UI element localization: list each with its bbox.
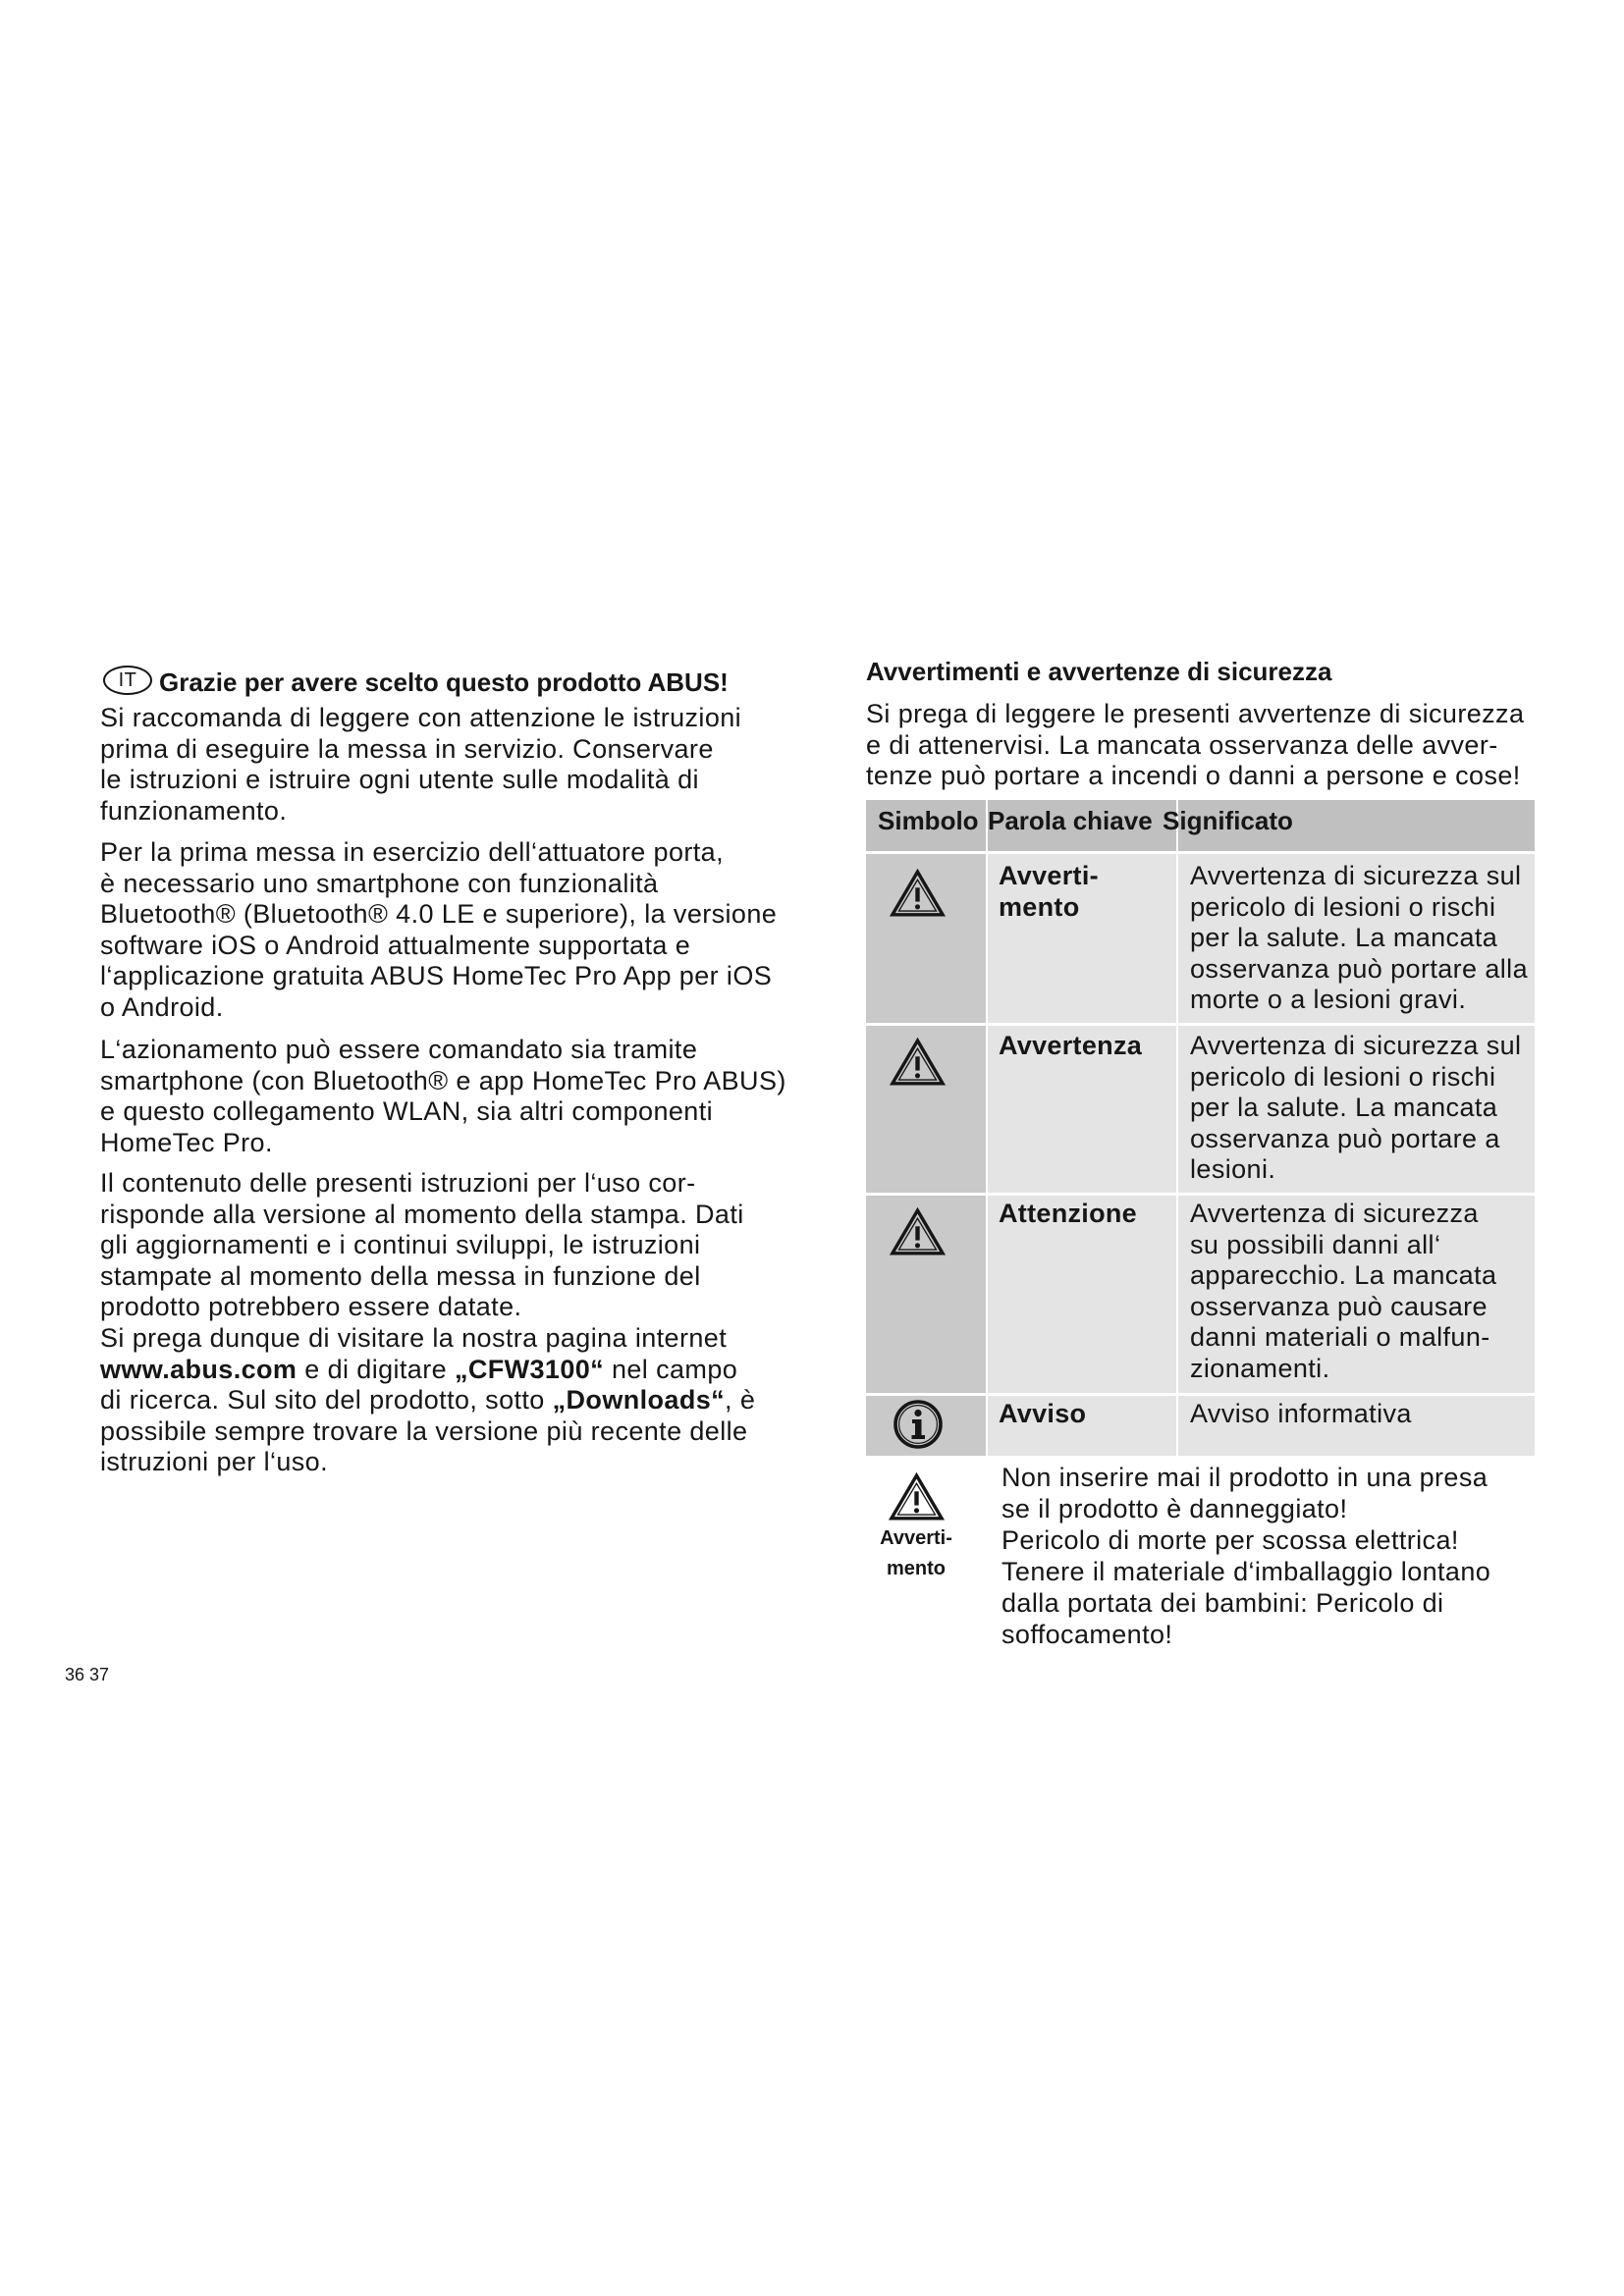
warning-label-line: mento xyxy=(887,1558,946,1579)
paragraph-line: le istruzioni e istruire ogni utente sulle modalità di xyxy=(100,765,699,795)
control-paragraph xyxy=(100,1035,786,1158)
meaning-line: per la salute. La mancata xyxy=(1190,923,1498,953)
paragraph-line: l‘applicazione gratuita ABUS HomeTec Pro App per iOS xyxy=(100,961,773,991)
paragraph-line: è necessario uno smartphone con funzionalità xyxy=(100,868,659,898)
paragraph-line: stampate al momento della messa in funzione del xyxy=(100,1260,701,1291)
keyword-line: Attenzione xyxy=(999,1199,1137,1228)
meaning-line: Avviso informativa xyxy=(1190,1399,1412,1428)
meaning-line: Avvertenza di sicurezza sul xyxy=(1190,1031,1522,1060)
warning-text-line: soffocamento! xyxy=(1001,1620,1173,1649)
paragraph-line: istruzioni per l‘uso. xyxy=(100,1447,328,1477)
safety-title: Avvertimenti e avvertenze di sicurezza xyxy=(866,657,1332,686)
paragraph-line: Si prega dunque di visitare la nostra pagina internet xyxy=(100,1322,728,1353)
meaning-line: lesioni. xyxy=(1190,1154,1276,1185)
paragraph-line: e questo collegamento WLAN, sia altri componenti xyxy=(100,1096,714,1127)
downloads-line xyxy=(100,1385,755,1416)
welcome-title: Grazie per avere scelto questo prodotto ABUS! xyxy=(159,667,729,697)
meaning-line: danni materiali o malfun- xyxy=(1190,1322,1490,1353)
keyword-line: mento xyxy=(999,891,1080,922)
warning-triangle-icon xyxy=(890,869,946,918)
paragraph-line: Per la prima messa in esercizio dell‘attuatore porta, xyxy=(100,837,724,867)
meaning-cell xyxy=(1178,1396,1535,1456)
warning-triangle-icon xyxy=(890,1207,946,1256)
meaning-cell xyxy=(1178,854,1535,1023)
paragraph-line: gli aggiornamenti e i continui sviluppi, le istruzioni xyxy=(100,1230,701,1260)
symbol-cell xyxy=(866,1396,986,1456)
paragraph-line: prima di eseguire la messa in servizio. Conservare xyxy=(100,733,714,764)
paragraph-line: e di attenervisi. La mancata osservanza delle avver- xyxy=(866,729,1498,760)
warning-text xyxy=(1001,1462,1490,1650)
downloads-label: „Downloads“ xyxy=(552,1385,726,1415)
warning-triangle-icon xyxy=(890,1038,946,1087)
paragraph-line: Si raccomanda di leggere con attenzione le istruzioni xyxy=(100,703,742,732)
paragraph-line: prodotto potrebbero essere datate. xyxy=(100,1292,522,1322)
meaning-line: pericolo di lesioni o rischi xyxy=(1190,1061,1496,1092)
keyword-line: Avverti- xyxy=(999,861,1099,890)
intro-paragraph xyxy=(100,703,741,827)
meaning-cell xyxy=(1178,1026,1535,1193)
meaning-line: per la salute. La mancata xyxy=(1190,1093,1498,1123)
paragraph-line: Bluetooth® (Bluetooth® 4.0 LE e superiore), la versione xyxy=(100,899,778,930)
meaning-line: Avvertenza di sicurezza sul xyxy=(1190,861,1522,890)
meaning-line: apparecchio. La mancata xyxy=(1190,1260,1497,1291)
table-header-meaning: Significato xyxy=(1178,800,1535,851)
warning-triangle-icon xyxy=(889,1472,945,1522)
symbol-cell xyxy=(866,854,986,1023)
paragraph-line: possibile sempre trovare la versione più recente delle xyxy=(100,1415,748,1446)
updates-paragraph xyxy=(100,1168,755,1478)
keyword-line: Avviso xyxy=(999,1399,1087,1428)
warning-text-line: Non inserire mai il prodotto in una presa xyxy=(1001,1463,1489,1492)
warning-text-line: Pericolo di morte per scossa elettrica! xyxy=(1001,1525,1459,1555)
meaning-line: osservanza può portare a xyxy=(1190,1123,1500,1153)
paragraph-line: Si prega di leggere le presenti avvertenze di sicurezza xyxy=(866,699,1525,728)
keyword-cell xyxy=(988,854,1176,1023)
left-column xyxy=(100,667,787,1511)
meaning-line: pericolo di lesioni o rischi xyxy=(1190,891,1496,922)
downloads-line-text: , è xyxy=(725,1385,756,1415)
meaning-cell xyxy=(1178,1196,1535,1393)
keyword-line: Avvertenza xyxy=(999,1031,1143,1060)
website-line-text: nel campo xyxy=(604,1354,738,1384)
safety-intro-paragraph xyxy=(866,699,1524,792)
updates-lines-after xyxy=(100,1416,755,1478)
language-badge: IT xyxy=(103,666,152,695)
table-header-keyword: Parola chiave xyxy=(988,800,1176,851)
warning-text-line: dalla portata dei bambini: Pericolo di xyxy=(1001,1588,1444,1618)
symbol-cell xyxy=(866,1196,986,1393)
symbol-cell xyxy=(866,1026,986,1193)
website-line-text: e di digitare xyxy=(297,1354,455,1384)
meaning-line: Avvertenza di sicurezza xyxy=(1190,1199,1479,1228)
keyword-cell xyxy=(988,1396,1176,1456)
website-link[interactable]: www.abus.com xyxy=(100,1354,298,1384)
paragraph-line: HomeTec Pro. xyxy=(100,1127,273,1157)
paragraph-line: smartphone (con Bluetooth® e app HomeTec Pro ABUS) xyxy=(100,1065,786,1095)
warning-label-line: Avverti- xyxy=(880,1527,952,1549)
updates-lines-before xyxy=(100,1168,755,1355)
paragraph-line: software iOS o Android attualmente supportata e xyxy=(100,930,691,960)
downloads-line-text: di ricerca. Sul sito del prodotto, sotto xyxy=(100,1385,553,1415)
warning-text-line: se il prodotto è danneggiato! xyxy=(1001,1494,1348,1523)
warning-text-line: Tenere il materiale d‘imballaggio lontano xyxy=(1001,1557,1491,1586)
website-line xyxy=(100,1355,755,1386)
paragraph-line: tenze può portare a incendi o danni a persone e cose! xyxy=(866,761,1521,791)
meaning-line: osservanza può portare alla xyxy=(1190,953,1529,984)
meaning-line: morte o a lesioni gravi. xyxy=(1190,985,1467,1015)
paragraph-line: Il contenuto delle presenti istruzioni per l‘uso cor- xyxy=(100,1168,696,1198)
warning-label xyxy=(864,1523,968,1584)
meaning-line: zionamenti. xyxy=(1190,1353,1330,1383)
product-code: „CFW3100“ xyxy=(454,1354,605,1384)
right-column xyxy=(866,656,1535,1647)
paragraph-line: L‘azionamento può essere comandato sia tramite xyxy=(100,1035,698,1064)
keyword-cell xyxy=(988,1026,1176,1193)
paragraph-line: funzionamento. xyxy=(100,795,288,826)
meaning-line: su possibili danni all‘ xyxy=(1190,1229,1441,1259)
paragraph-line: risponde alla versione al momento della stampa. Dati xyxy=(100,1199,744,1229)
warnings-table xyxy=(866,800,1535,1456)
meaning-line: osservanza può causare xyxy=(1190,1291,1488,1321)
page-numbers: 36 37 xyxy=(65,1665,110,1684)
requirements-paragraph xyxy=(100,837,777,1024)
keyword-cell xyxy=(988,1196,1176,1393)
paragraph-line: o Android. xyxy=(100,991,224,1022)
table-header-symbol: Simbolo xyxy=(866,800,986,851)
info-icon xyxy=(893,1399,944,1450)
